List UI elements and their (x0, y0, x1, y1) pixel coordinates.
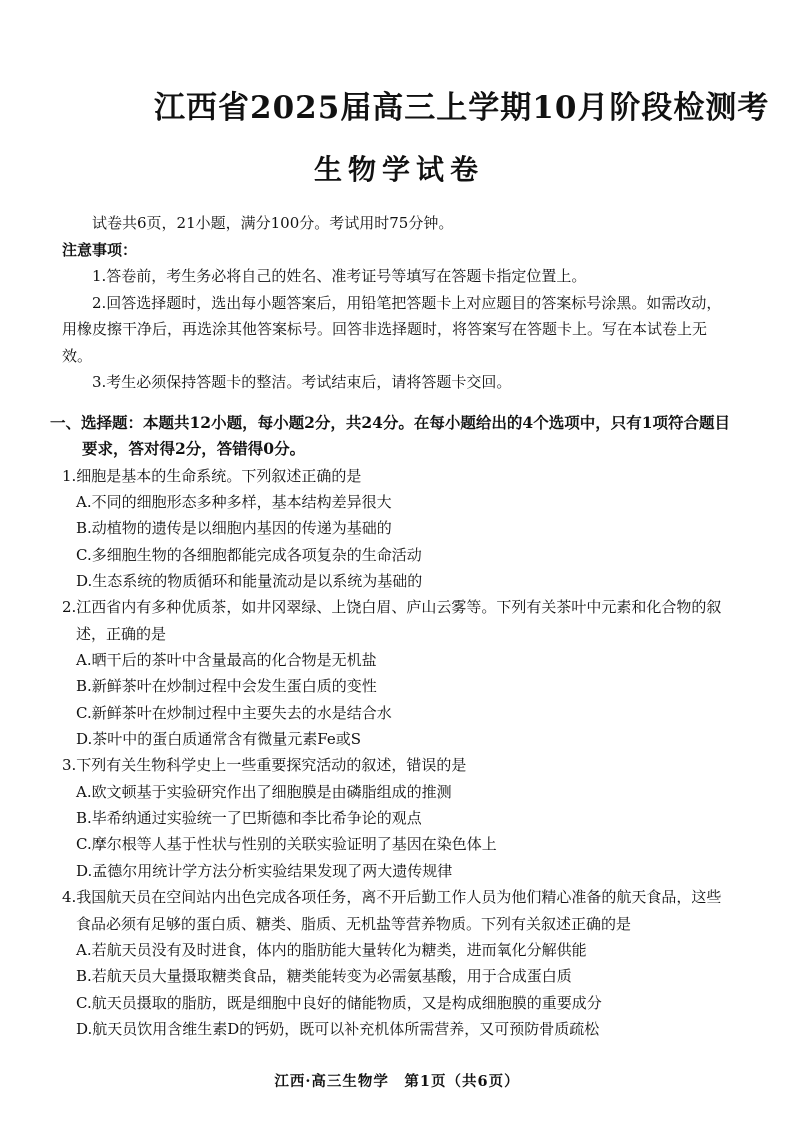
question-stem: 1.细胞是基本的生命系统。下列叙述正确的是 (62, 466, 362, 485)
question-option: B.新鲜茶叶在炒制过程中会发生蛋白质的变性 (76, 677, 377, 696)
question-option: D.茶叶中的蛋白质通常含有微量元素Fe或S (76, 730, 362, 749)
exam-subject-title: 生物学试卷 (313, 153, 484, 186)
question-option: D.孟德尔用统计学方法分析实验结果发现了两大遗传规律 (76, 861, 453, 880)
question-stem: 2.江西省内有多种优质茶，如井冈翠绿、上饶白眉、庐山云雾等。下列有关茶叶中元素和化合物的叙述，正确的是 (62, 598, 722, 643)
question-option: B.若航天员大量摄取糖类食品，糖类能转变为必需氨基酸，用于合成蛋白质 (76, 967, 572, 986)
question-option: A.不同的细胞形态多种多样，基本结构差异很大 (76, 493, 392, 511)
question-option: B.动植物的遗传是以细胞内基因的传递为基础的 (76, 519, 392, 538)
exam-title: 江西省2025届高三上学期10月阶段检测考 (154, 90, 770, 126)
question (62, 463, 736, 595)
question-option: B.毕希纳通过实验统一了巴斯德和李比希争论的观点 (76, 809, 422, 828)
notice-heading: 注意事项： (62, 240, 138, 259)
page-footer: 江西·高三生物学 第1页（共6页） (274, 1073, 520, 1090)
question (62, 752, 736, 884)
question-option: C.新鲜茶叶在炒制过程中主要失去的水是结合水 (76, 703, 392, 722)
question-option: D.航天员饮用含维生素D的钙奶，既可以补充机体所需营养，又可预防骨质疏松 (76, 1019, 600, 1038)
question-option: A.若航天员没有及时进食，体内的脂肪能大量转化为糖类，进而氧化分解供能 (76, 941, 587, 960)
question-option: D.生态系统的物质循环和能量流动是以系统为基础的 (76, 571, 423, 590)
question-option: C.航天员摄取的脂肪，既是细胞中良好的储能物质，又是构成细胞膜的重要成分 (76, 993, 602, 1012)
question-stem: 4.我国航天员在空间站内出色完成各项任务，离不开后勤工作人员为他们精心准备的航天食品，这些食品必须有足够的蛋白质、糖类、脂质、无机盐等营养物质。下列有关叙述正确的是 (62, 888, 722, 933)
notice-item: 1.答卷前，考生务必将自己的姓名、准考证号等填写在答题卡指定位置上。 (92, 267, 587, 285)
question-option: C.摩尔根等人基于性状与性别的关联实验证明了基因在染色体上 (76, 835, 497, 854)
notice-item: 2.回答选择题时，选出每小题答案后，用铅笔把答题卡上对应题目的答案标号涂黑。如需改动，用橡皮擦干净后，再选涂其他答案标号。回答非选择题时，将答案写在答题卡上。写在本试卷上无效。 (62, 293, 722, 365)
question-stem: 3.下列有关生物科学史上一些重要探究活动的叙述，错误的是 (62, 756, 467, 775)
question-option: A.晒干后的茶叶中含量最高的化合物是无机盐 (76, 651, 377, 670)
exam-info: 试卷共6页，21小题，满分100分。考试用时75分钟。 (92, 214, 454, 232)
question-option: A.欧文顿基于实验研究作出了细胞膜是由磷脂组成的推测 (76, 782, 452, 801)
question (62, 594, 736, 752)
notice-item: 3.考生必须保持答题卡的整洁。考试结束后，请将答题卡交回。 (92, 373, 512, 391)
question (62, 884, 736, 1042)
section-heading: 一、选择题：本题共12小题，每小题2分，共24分。在每小题给出的4个选项中，只有1项符合题目要求，答对得2分，答错得0分。 (50, 412, 730, 458)
question-option: C.多细胞生物的各细胞都能完成各项复杂的生命活动 (76, 545, 422, 564)
